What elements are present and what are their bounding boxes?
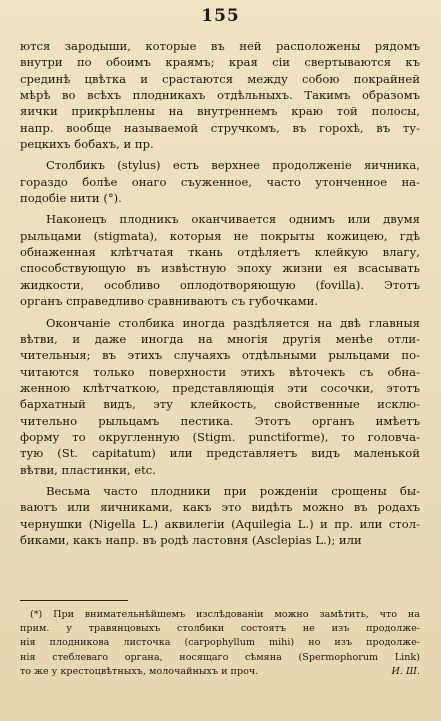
footnote-line [20, 651, 420, 665]
text-line: подобіе нити (°). [20, 191, 122, 206]
text-line: вѣтви, и даже иногда на многія другія менѣе отли- [20, 331, 420, 346]
text-line: органъ справедливо сравниваютъ съ губочками. [20, 294, 319, 309]
text-line: способствующую въ извѣстную эпоху жизни ея всасывать [20, 261, 420, 276]
text-line: рыльцами (stigmata), которыя не покрыты кожицею, гдѣ [20, 228, 420, 243]
text-line: женною клѣтчаткою, представляющія эти сосочки, этотъ [20, 380, 420, 395]
footnote-separator [20, 600, 128, 601]
text-line: рецкихъ бобахъ, и пр. [20, 137, 154, 152]
main-text [20, 38, 420, 548]
footnote-signature: И. Ш. [391, 665, 420, 677]
text-line: гораздо болѣе онаго съуженное, часто утонченное на- [20, 174, 420, 189]
footnote-line [20, 636, 420, 650]
text-line: мѣрѣ во всѣхъ плодникахъ отдѣльныхъ. Такимъ образомъ [20, 88, 420, 103]
footnote-line [20, 622, 420, 636]
text-line: бархатный видъ, эту клейкость, свойственные исклю- [20, 397, 420, 412]
footnote-line-text: (*) При внимательнѣйшемъ изслѣдованіи можно замѣтить, что на [30, 609, 420, 620]
footnote-line-text: нія стеблеваго органа, носящаго сѣмяна (Spermophorum Link) [20, 651, 420, 663]
paragraph [20, 211, 420, 309]
footnote-line-text: то же у крестоцвѣтныхъ, молочайныхъ и проч. [20, 665, 259, 677]
paragraph [20, 157, 420, 206]
text-line: чительныя; въ этихъ случаяхъ отдѣльными рыльцами по- [20, 348, 420, 363]
page-number: 155 [201, 6, 240, 26]
text-line: внутри по обоимъ краямъ; края сіи свертываются къ [20, 55, 420, 70]
footnote-line-text: прим. у травянцовыхъ столбики состоятъ не изъ продолже- [20, 623, 420, 635]
footnote-line-text: нія плодникова листочка (carpophyllum mihi) но изъ продолже- [20, 637, 420, 649]
text-line: тую (St. capitatum) или представляетъ видъ маленькой [20, 446, 420, 461]
text-line: напр. вообще называемой стручкомъ, въ горохѣ, въ ту- [20, 120, 420, 135]
paragraph [20, 483, 420, 548]
text-line: жидкости, особливо оплодотворяющую (fovilla). Этотъ [20, 277, 420, 292]
text-line: Наконецъ плодникъ оканчивается однимъ или двумя [46, 212, 420, 227]
footnote-line [20, 608, 420, 622]
text-line: читаются только поверхности этихъ вѣточекъ съ обна- [20, 364, 420, 379]
text-line: Столбикъ (stylus) есть верхнее продолженіе яичника, [46, 158, 420, 173]
text-line: ются зародыши, которые въ ней расположены рядомъ [20, 39, 420, 53]
text-line: Весьма часто плодники при рожденіи срощены бы- [46, 483, 420, 498]
text-line: биками, какъ напр. въ родѣ ластовня (Asclepias L.); или [20, 532, 362, 547]
footnote-line [20, 665, 420, 679]
text-line: ваютъ или яичниками, какъ это видѣть можно въ родахъ [20, 500, 420, 515]
text-line: яички прикрѣплены на внутреннемъ краю той полосы, [20, 104, 420, 119]
text-line: форму то округленную (Stigm. punctiforme), то головча- [20, 429, 420, 444]
text-line: Окончаніе столбика иногда раздѣляется на двѣ главныя [46, 315, 420, 330]
text-line: срединѣ цвѣтка и срастаются между собою покрайней [20, 71, 420, 86]
text-line: вѣтви, пластинки, etc. [20, 462, 156, 477]
paragraph [20, 38, 420, 152]
text-line: чительно рыльцамъ пестика. Этотъ органъ имѣетъ [20, 413, 420, 428]
text-line: чернушки (Nigella L.) аквилегіи (Aquilegia L.) и пр. или стол- [20, 516, 420, 531]
text-line: обнаженная клѣтчатая ткань отдѣляетъ клейкую влагу, [20, 245, 420, 260]
footnote [20, 608, 420, 679]
paragraph [20, 315, 420, 478]
